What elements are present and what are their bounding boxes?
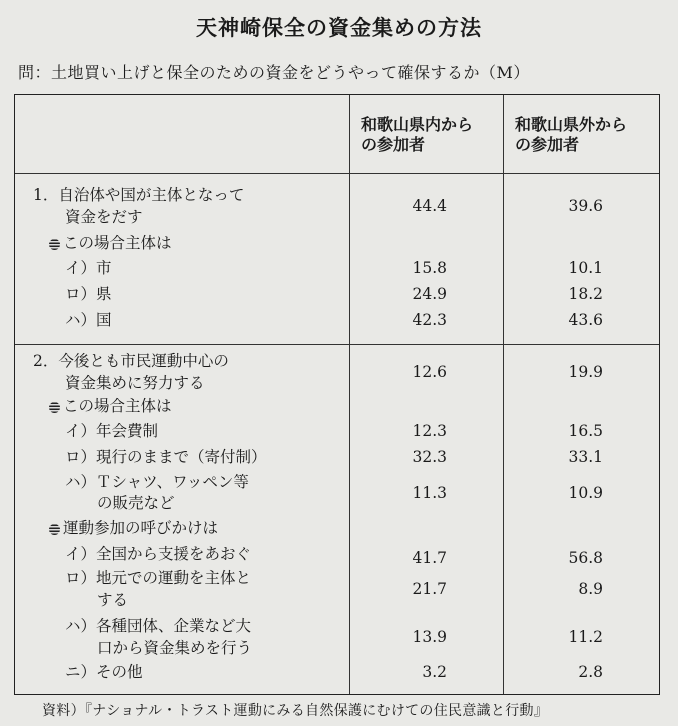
section2-sub-row-label: ハ）Ｔシャツ、ワッペン等	[65, 473, 249, 491]
section2-subheading: この場合主体は	[49, 396, 172, 416]
section1-value-inside: 44.4	[412, 197, 447, 215]
page-title: 天神崎保全の資金集めの方法	[196, 15, 482, 40]
section1-sub-row-value-outside: 10.1	[568, 259, 603, 277]
section2-call-row-value-outside: 2.8	[578, 663, 603, 681]
column-header-outside-line2: の参加者	[515, 135, 580, 154]
dotted-bullet-icon	[49, 524, 60, 535]
column-divider-2	[503, 95, 504, 694]
section2-item-line2: 資金集めに努力する	[65, 374, 205, 392]
source-citation: 資料）『ナショナル・トラスト運動にみる自然保護にむけての住民意識と行動』	[42, 703, 549, 719]
section2-sub-row-value-inside: 12.3	[412, 422, 447, 440]
column-header-inside-line1: 和歌山県内から	[361, 115, 474, 134]
section2-value-inside: 12.6	[412, 363, 447, 381]
section2-call-row-label: ロ）地元での運動を主体と	[65, 569, 252, 587]
section2-call-row-label: ハ）各種団体、企業など大	[65, 617, 252, 635]
header-divider	[15, 173, 659, 174]
section2-call-row-label-cont: する	[97, 591, 129, 609]
section1-value-outside: 39.6	[568, 197, 603, 215]
section2-call-row-value-outside: 11.2	[568, 628, 603, 646]
section2-sub-row-label-cont: の販売など	[97, 494, 175, 512]
section2-subheading2: 運動参加の呼びかけは	[49, 518, 218, 538]
section2-sub-row-label: イ）年会費制	[65, 422, 159, 440]
section2-call-row-label: ニ）その他	[65, 663, 143, 681]
section2-sub-row-value-inside: 32.3	[412, 448, 447, 466]
section2-call-row-value-outside: 8.9	[578, 580, 603, 598]
section2-call-row-value-inside: 13.9	[412, 628, 447, 646]
section1-sub-row-value-inside: 24.9	[412, 285, 447, 303]
section1-sub-row-value-outside: 43.6	[568, 311, 603, 329]
column-header-inside-line2: の参加者	[361, 135, 426, 154]
section1-item-line2: 資金をだす	[65, 208, 143, 226]
column-header-outside-line1: 和歌山県外から	[515, 115, 628, 134]
section2-call-row-value-inside: 3.2	[422, 663, 447, 681]
section2-call-row-value-inside: 41.7	[412, 549, 447, 567]
section1-sub-row-label: イ）市	[65, 259, 112, 277]
section2-call-row-value-inside: 21.7	[412, 580, 447, 598]
section-divider	[15, 344, 659, 345]
section2-sub-row-value-outside: 33.1	[568, 448, 603, 466]
section2-item-line1: 2．今後とも市民運動中心の	[33, 352, 229, 370]
section2-sub-row-value-outside: 10.9	[568, 484, 603, 502]
results-table	[14, 94, 660, 695]
section1-sub-row-value-inside: 15.8	[412, 259, 447, 277]
survey-question: 問：土地買い上げと保全のための資金をどうやって確保するか（M）	[18, 63, 530, 82]
section1-sub-row-value-inside: 42.3	[412, 311, 447, 329]
section2-sub-row-value-outside: 16.5	[568, 422, 603, 440]
section2-call-row-label: イ）全国から支援をあおぐ	[65, 545, 252, 563]
section1-sub-row-label: ハ）国	[65, 311, 112, 329]
section2-value-outside: 19.9	[568, 363, 603, 381]
section1-sub-row-value-outside: 18.2	[568, 285, 603, 303]
dotted-bullet-icon	[49, 239, 60, 250]
section2-sub-row-value-inside: 11.3	[412, 484, 447, 502]
section1-sub-row-label: ロ）県	[65, 285, 112, 303]
section2-sub-row-label: ロ）現行のままで（寄付制）	[65, 448, 267, 466]
dotted-bullet-icon	[49, 402, 60, 413]
section1-item-line1: 1．自治体や国が主体となって	[33, 186, 245, 204]
section2-call-row-value-outside: 56.8	[568, 549, 603, 567]
section2-call-row-label-cont: 口から資金集めを行う	[97, 639, 253, 657]
column-divider-1	[349, 95, 350, 694]
section1-subheading: この場合主体は	[49, 233, 172, 253]
